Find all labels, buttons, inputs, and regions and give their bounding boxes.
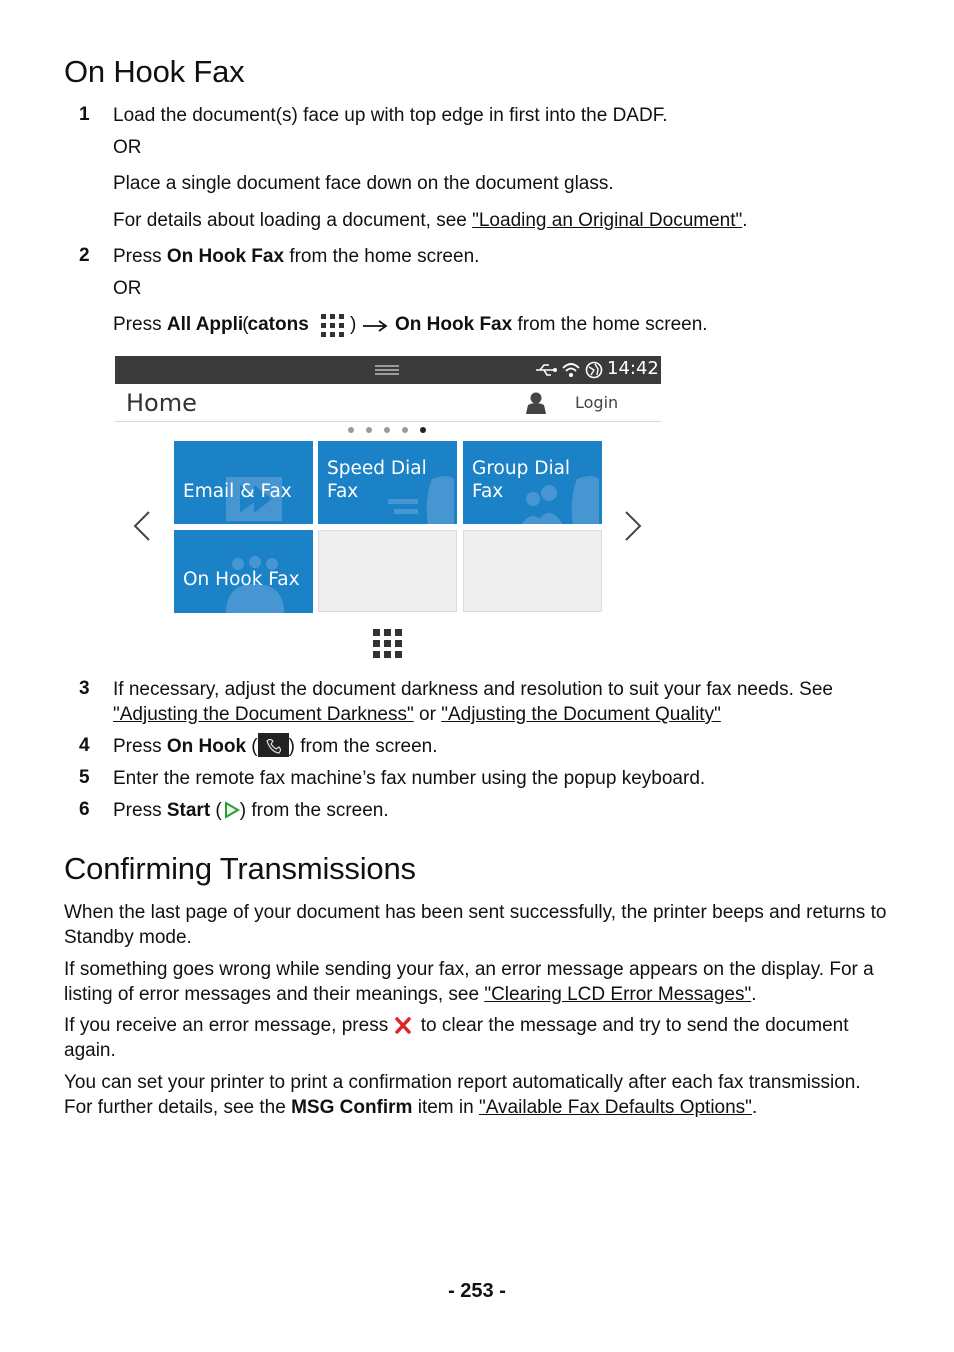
paragraph <box>64 1013 894 1063</box>
step-text: Load the document(s) face up with top edge in first into the DADF. <box>113 105 668 126</box>
page-dot <box>366 427 372 433</box>
network-globe-icon <box>585 361 603 379</box>
alt-line-end <box>395 312 708 337</box>
home-title: Home <box>126 389 197 417</box>
step-text <box>113 244 479 269</box>
paragraph: When the last page of your document has been sent successfully, the printer beeps and returns to Standby mode. <box>64 902 887 948</box>
step-number: 6 <box>79 799 90 820</box>
page-dot <box>384 427 390 433</box>
on-hook-fax-label: On Hook Fax <box>395 314 513 335</box>
step-pre: Press <box>113 246 167 267</box>
tile-group-dial-fax[interactable] <box>463 441 602 524</box>
page-dot <box>402 427 408 433</box>
start-label: Start <box>166 800 211 821</box>
start-play-icon <box>222 800 240 820</box>
tile-label: On Hook Fax <box>183 569 300 590</box>
step-alt-text: Place a single document face down on the document glass. <box>113 173 614 194</box>
tile-empty <box>463 530 602 612</box>
section-title-confirming: Confirming Transmissions <box>64 851 416 886</box>
page-dot <box>348 427 354 433</box>
status-bar <box>115 356 661 384</box>
tile-label: Email & Fax <box>183 481 292 502</box>
on-hook-fax-label: On Hook Fax <box>166 246 285 267</box>
alt-post: from the home screen. <box>512 314 708 335</box>
step-text <box>113 798 389 823</box>
paren-open: ( <box>246 736 258 757</box>
menu-handle-icon <box>375 364 399 376</box>
login-label[interactable]: Login <box>575 393 619 412</box>
step-post: ) from the screen. <box>239 800 389 821</box>
arrow-right-icon <box>362 320 388 332</box>
para-text: If you receive an error message, press <box>64 1015 394 1036</box>
para-text: to clear the message and try to send the document again. <box>64 1015 849 1061</box>
tile-on-hook-fax[interactable] <box>174 530 313 613</box>
link-fax-defaults[interactable]: "Available Fax Defaults Options" <box>478 1097 752 1118</box>
step-text <box>113 734 438 759</box>
all-apps-part2: catons <box>247 314 309 335</box>
step-text-line: If necessary, adjust the document darkness and resolution to suit your fax needs. See <box>113 679 833 700</box>
step-number: 1 <box>79 104 90 125</box>
page-number: - 253 - <box>448 1280 506 1302</box>
printer-home-screen <box>115 356 661 666</box>
or-text: OR <box>113 137 142 158</box>
or-text: OR <box>113 278 142 299</box>
all-applications-label: All Appli(catons <box>166 314 309 335</box>
cancel-x-icon <box>393 1015 413 1035</box>
paragraph <box>64 1070 894 1120</box>
all-apps-grid-icon[interactable] <box>372 628 404 660</box>
tile-label-line2: Fax <box>327 481 359 502</box>
step-links-line <box>113 702 903 727</box>
step-post: ) from the screen. <box>288 736 438 757</box>
para-text: item in <box>412 1097 479 1118</box>
paragraph <box>64 957 894 1007</box>
msg-confirm-label: MSG Confirm <box>291 1097 413 1118</box>
home-header <box>115 384 661 422</box>
link-loading-original[interactable]: "Loading an Original Document" <box>472 210 743 231</box>
all-apps-grid-icon <box>320 313 346 339</box>
wifi-icon <box>561 361 581 379</box>
all-apps-part1: All Appli <box>166 314 244 335</box>
link-clearing-lcd-errors[interactable]: "Clearing LCD Error Messages" <box>484 984 752 1005</box>
link-adjusting-darkness[interactable]: "Adjusting the Document Darkness" <box>113 704 414 725</box>
step-alt-line <box>113 312 309 337</box>
step-number: 2 <box>79 245 90 266</box>
alt-pre: Press <box>113 314 167 335</box>
step-post: from the home screen. <box>284 246 480 267</box>
link-adjusting-quality[interactable]: "Adjusting the Document Quality" <box>441 704 721 725</box>
step-details <box>113 208 748 233</box>
chevron-right-icon[interactable] <box>623 510 643 542</box>
para-end: . <box>751 984 757 1005</box>
step-text: Enter the remote fax machine’s fax number using the popup keyboard. <box>113 768 706 789</box>
details-text: For details about loading a document, see <box>113 210 473 231</box>
usb-icon <box>535 362 557 378</box>
details-end: . <box>742 210 748 231</box>
step-number: 3 <box>79 678 90 699</box>
section-title-on-hook-fax: On Hook Fax <box>64 54 245 89</box>
step-text <box>113 677 903 727</box>
step-number: 5 <box>79 767 90 788</box>
tile-label-line2: Fax <box>472 481 504 502</box>
clock-time: 14:42 <box>607 358 659 379</box>
page-dot-active <box>420 427 426 433</box>
step-number: 4 <box>79 735 90 756</box>
tile-email-fax[interactable] <box>174 441 313 524</box>
chevron-left-icon[interactable] <box>132 510 152 542</box>
on-hook-label: On Hook <box>166 736 247 757</box>
user-icon[interactable] <box>525 391 547 415</box>
step-pre: Press <box>113 800 167 821</box>
step-pre: Press <box>113 736 167 757</box>
tile-label-line1: Speed Dial <box>327 458 427 479</box>
paren-open: ( <box>210 800 222 821</box>
or-word: or <box>413 704 442 725</box>
tile-speed-dial-fax[interactable] <box>318 441 457 524</box>
tile-label-line1: Group Dial <box>472 458 571 479</box>
para-end: . <box>751 1097 758 1118</box>
paren-close: ) <box>350 314 357 335</box>
para-text: You can set your printer to print a confirmation report automatically after each fax transmission. For further details, see the <box>64 1072 861 1118</box>
tile-empty <box>318 530 457 612</box>
on-hook-button-icon <box>258 733 289 757</box>
para-text: If something goes wrong while sending your fax, an error message appears on the display. For a listing of error messages and their meanings, see <box>64 959 874 1005</box>
